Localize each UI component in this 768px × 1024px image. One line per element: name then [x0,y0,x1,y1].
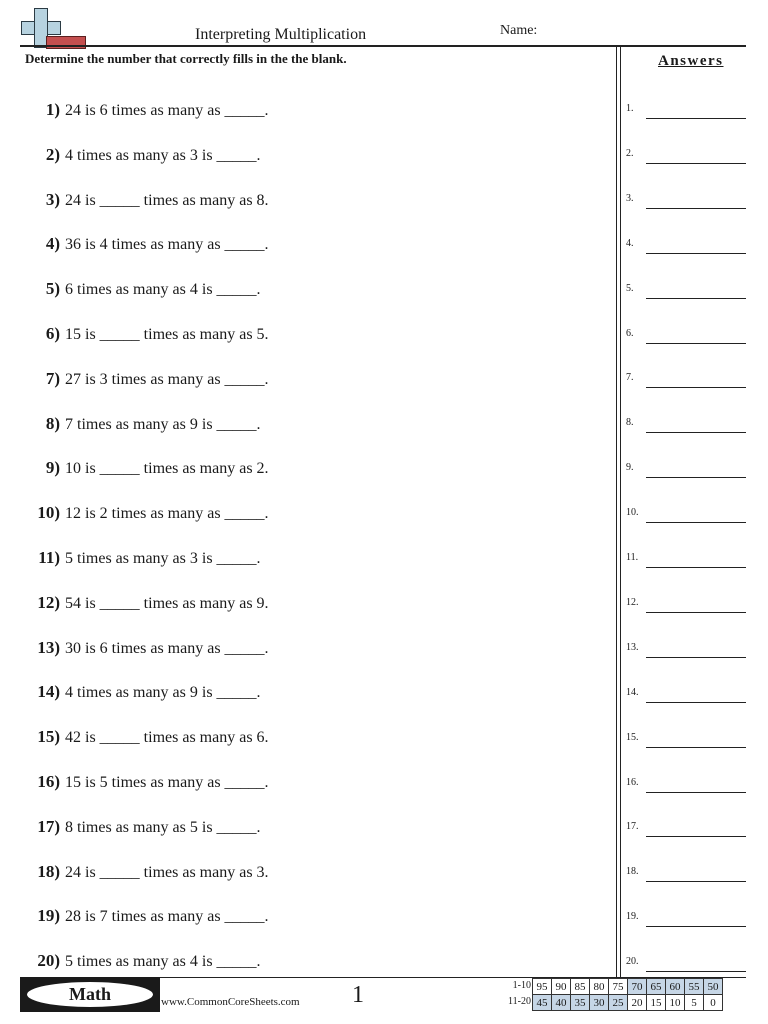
score-cell: 90 [552,979,571,995]
problem-text: 15 is 5 times as many as _____. [65,774,269,791]
problem-number: 6) [45,324,60,343]
score-cell: 80 [590,979,609,995]
problem-number: 11) [38,548,60,567]
score-cell: 60 [666,979,685,995]
answer-row [626,730,746,750]
answer-number: 8. [626,417,634,429]
score-row-label: 1-10 [512,980,531,991]
problem-number: 7) [45,368,60,388]
score-row [533,979,723,995]
math-badge [20,977,160,1012]
answer-blank[interactable] [646,792,746,793]
answer-row [626,954,746,974]
answer-row [626,281,746,301]
answer-blank[interactable] [646,253,746,254]
score-cell: 35 [571,995,590,1011]
problem-number: 16) [37,772,60,791]
score-table [532,978,723,1011]
answer-number: 16. [626,776,639,788]
problem-text: 7 times as many as 9 is _____. [65,415,261,433]
score-cell: 75 [609,979,628,995]
problem-number: 10) [37,503,60,523]
problem-text: 4 times as many as 9 is _____. [65,684,261,702]
answer-blank[interactable] [646,971,746,972]
answer-blank[interactable] [646,298,746,299]
answer-row [626,505,746,525]
answer-blank[interactable] [646,477,746,478]
problem-text: 24 is _____ times as many as 8. [65,191,269,209]
problem-item [0,324,610,344]
problem-number: 13) [37,637,60,657]
answer-number: 20. [626,956,639,968]
problem-text: 8 times as many as 5 is _____. [65,818,261,836]
answer-row [626,146,746,166]
answer-row [626,550,746,570]
problem-item [0,727,610,747]
answer-number: 18. [626,866,639,878]
answer-row [626,595,746,615]
answer-number: 17. [626,821,639,833]
score-cell: 70 [628,979,647,995]
problem-number: 1) [45,100,60,119]
problem-item [0,234,610,254]
score-cell: 50 [704,979,723,995]
problem-text: 6 times as many as 4 is _____. [65,281,261,299]
answer-blank[interactable] [646,118,746,119]
problem-item [0,190,610,210]
answer-blank[interactable] [646,522,746,523]
answer-number: 19. [626,911,639,923]
answer-row [626,370,746,390]
problem-item [0,548,610,568]
math-label: Math [27,982,153,1007]
answer-row [626,864,746,884]
score-cell: 65 [647,979,666,995]
answer-number: 15. [626,731,639,743]
answer-blank[interactable] [646,387,746,388]
answer-row [626,685,746,705]
problem-number: 19) [37,906,60,926]
problem-item [0,682,610,702]
answer-blank[interactable] [646,343,746,344]
answer-number: 1. [626,103,634,114]
problem-item [0,369,610,389]
header-divider [20,45,746,47]
problem-number: 5) [45,279,60,299]
answer-blank[interactable] [646,926,746,927]
problem-number: 12) [37,592,60,612]
problem-item [0,145,610,165]
answer-number: 14. [626,686,639,698]
answer-blank[interactable] [646,208,746,209]
answer-number: 13. [626,641,639,653]
problem-number: 3) [45,189,60,209]
answer-number: 4. [626,237,634,249]
name-label: Name: [500,23,538,38]
problem-text: 5 times as many as 4 is _____. [65,953,261,971]
website-link[interactable]: www.CommonCoreSheets.com [161,996,300,1008]
problem-number: 9) [45,458,60,478]
worksheet-title: Interpreting Multiplication [195,26,367,43]
answer-blank[interactable] [646,881,746,882]
answer-row [626,101,746,121]
answer-blank[interactable] [646,836,746,837]
score-cell: 45 [533,995,552,1011]
problem-number: 20) [37,951,60,971]
problem-text: 24 is _____ times as many as 3. [65,863,269,881]
problem-text: 5 times as many as 3 is _____. [65,550,261,567]
minus-sign-icon [46,36,86,49]
answer-number: 3. [626,192,634,204]
instructions: Determine the number that correctly fills in the the blank. [25,51,347,66]
problem-number: 14) [37,682,60,702]
answer-column-divider [616,46,617,978]
problem-item [0,772,610,792]
problem-text: 28 is 7 times as many as _____. [65,908,269,926]
answer-blank[interactable] [646,747,746,748]
answer-row [626,236,746,256]
problem-text: 54 is _____ times as many as 9. [65,594,269,612]
problem-text: 4 times as many as 3 is _____. [65,146,261,164]
answer-blank[interactable] [646,432,746,433]
answer-blank[interactable] [646,567,746,568]
score-cell: 85 [571,979,590,995]
answer-row [626,460,746,480]
problem-text: 24 is 6 times as many as _____. [65,102,269,119]
answer-row [626,191,746,211]
answer-row [626,415,746,435]
score-cell: 55 [685,979,704,995]
problem-item [0,100,610,120]
problem-text: 42 is _____ times as many as 6. [65,729,269,747]
answer-number: 10. [626,507,639,519]
score-cell: 15 [647,995,666,1011]
problem-item [0,906,610,926]
problem-number: 2) [45,144,60,164]
problem-text: 10 is _____ times as many as 2. [65,460,269,478]
answer-row [626,819,746,839]
answer-row [626,909,746,929]
problem-item [0,638,610,658]
problem-text: 12 is 2 times as many as _____. [65,505,269,523]
problem-item [0,862,610,882]
answer-row [626,775,746,795]
score-cell: 0 [704,995,723,1011]
problem-number: 18) [37,861,60,881]
problem-item [0,817,610,837]
score-cell: 40 [552,995,571,1011]
answer-row [626,640,746,660]
problem-item [0,458,610,478]
score-cell: 25 [609,995,628,1011]
answer-row [626,326,746,346]
problem-number: 17) [37,816,60,836]
score-row [533,995,723,1011]
answer-number: 12. [626,596,639,608]
answer-number: 5. [626,282,634,294]
problem-text: 30 is 6 times as many as _____. [65,639,269,657]
problem-text: 27 is 3 times as many as _____. [65,370,269,388]
problem-item [0,414,610,434]
score-row-label: 11-20 [508,996,531,1007]
score-cell: 95 [533,979,552,995]
answer-number: 11. [626,552,639,563]
problem-text: 15 is _____ times as many as 5. [65,326,269,343]
math-logo-icon [21,6,87,48]
problem-item [0,503,610,523]
problem-number: 15) [37,727,60,747]
answer-number: 9. [626,462,634,474]
score-cell: 5 [685,995,704,1011]
problem-item [0,951,610,971]
answer-blank[interactable] [646,702,746,703]
answer-blank[interactable] [646,163,746,164]
problem-number: 8) [45,413,60,433]
score-cell: 30 [590,995,609,1011]
page-number: 1 [352,982,364,1008]
problem-number: 4) [45,234,60,254]
answer-number: 7. [626,372,634,384]
problem-item [0,593,610,613]
answer-number: 6. [626,327,634,339]
score-cell: 20 [628,995,647,1011]
answer-column-divider-inner [620,46,621,978]
answer-number: 2. [626,147,634,159]
answer-blank[interactable] [646,657,746,658]
problem-text: 36 is 4 times as many as _____. [65,236,269,254]
score-cell: 10 [666,995,685,1011]
answer-blank[interactable] [646,612,746,613]
problem-item [0,279,610,299]
answers-heading: Answers [658,53,724,69]
